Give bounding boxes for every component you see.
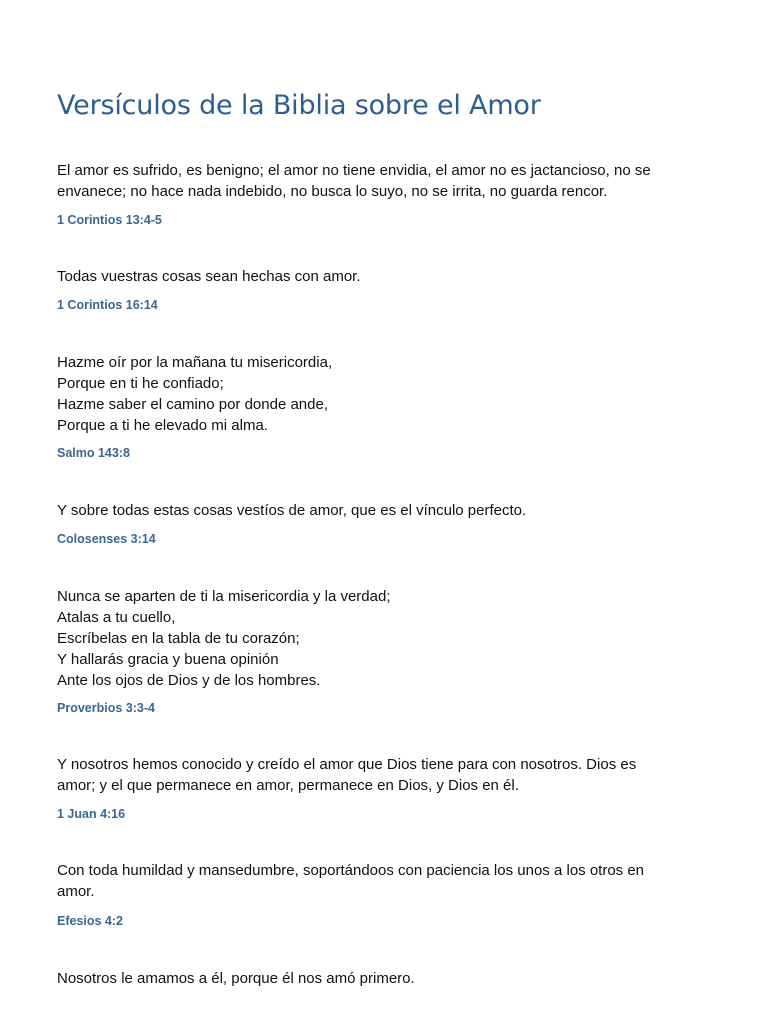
verse-text	[57, 352, 717, 436]
verse-line: Todas vuestras cosas sean hechas con amor.	[57, 268, 361, 285]
verse-line: amor; y el que permanece en amor, permanece en Dios, y Dios en él.	[57, 777, 519, 794]
verse-line: Con toda humildad y mansedumbre, soportándoos con paciencia los unos a los otros en	[57, 862, 645, 879]
verse-reference: Colosenses 3:14	[57, 532, 156, 546]
verse-text	[57, 968, 717, 989]
verse-text	[57, 586, 717, 691]
verse-line: Y hallarás gracia y buena opinión	[57, 651, 279, 668]
verse-line: Atalas a tu cuello,	[57, 609, 176, 626]
verse-line: envanece; no hace nada indebido, no busca lo suyo, no se irrita, no guarda rencor.	[57, 183, 608, 200]
verse-text	[57, 754, 717, 796]
verse-line: Escríbelas en la tabla de tu corazón;	[57, 630, 300, 647]
verse-reference: 1 Corintios 16:14	[57, 298, 158, 312]
verse-text	[57, 160, 717, 202]
verse-line: Nosotros le amamos a él, porque él nos amó primero.	[57, 970, 415, 987]
verse-line: Ante los ojos de Dios y de los hombres.	[57, 672, 321, 689]
verse-reference: 1 Corintios 13:4-5	[57, 213, 162, 227]
verse-line: El amor es sufrido, es benigno; el amor no tiene envidia, el amor no es jactancioso, no se	[57, 162, 651, 179]
verse-reference: Proverbios 3:3-4	[57, 701, 155, 715]
verse-line: Hazme oír por la mañana tu misericordia,	[57, 354, 333, 371]
verse-reference: 1 Juan 4:16	[57, 807, 126, 821]
verse-line: Porque en ti he confiado;	[57, 375, 224, 392]
verse-text	[57, 860, 717, 902]
verse-reference: Efesios 4:2	[57, 914, 124, 928]
page-title: Versículos de la Biblia sobre el Amor	[57, 90, 541, 121]
verse-reference: Salmo 143:8	[57, 446, 130, 460]
verse-line: Y nosotros hemos conocido y creído el amor que Dios tiene para con nosotros. Dios es	[57, 756, 637, 773]
verse-text	[57, 500, 717, 521]
verse-line: amor.	[57, 883, 95, 900]
verse-line: Y sobre todas estas cosas vestíos de amor, que es el vínculo perfecto.	[57, 502, 527, 519]
verse-line: Nunca se aparten de ti la misericordia y la verdad;	[57, 588, 391, 605]
verse-line: Hazme saber el camino por donde ande,	[57, 396, 328, 413]
verse-text	[57, 266, 717, 287]
verse-line: Porque a ti he elevado mi alma.	[57, 417, 268, 434]
